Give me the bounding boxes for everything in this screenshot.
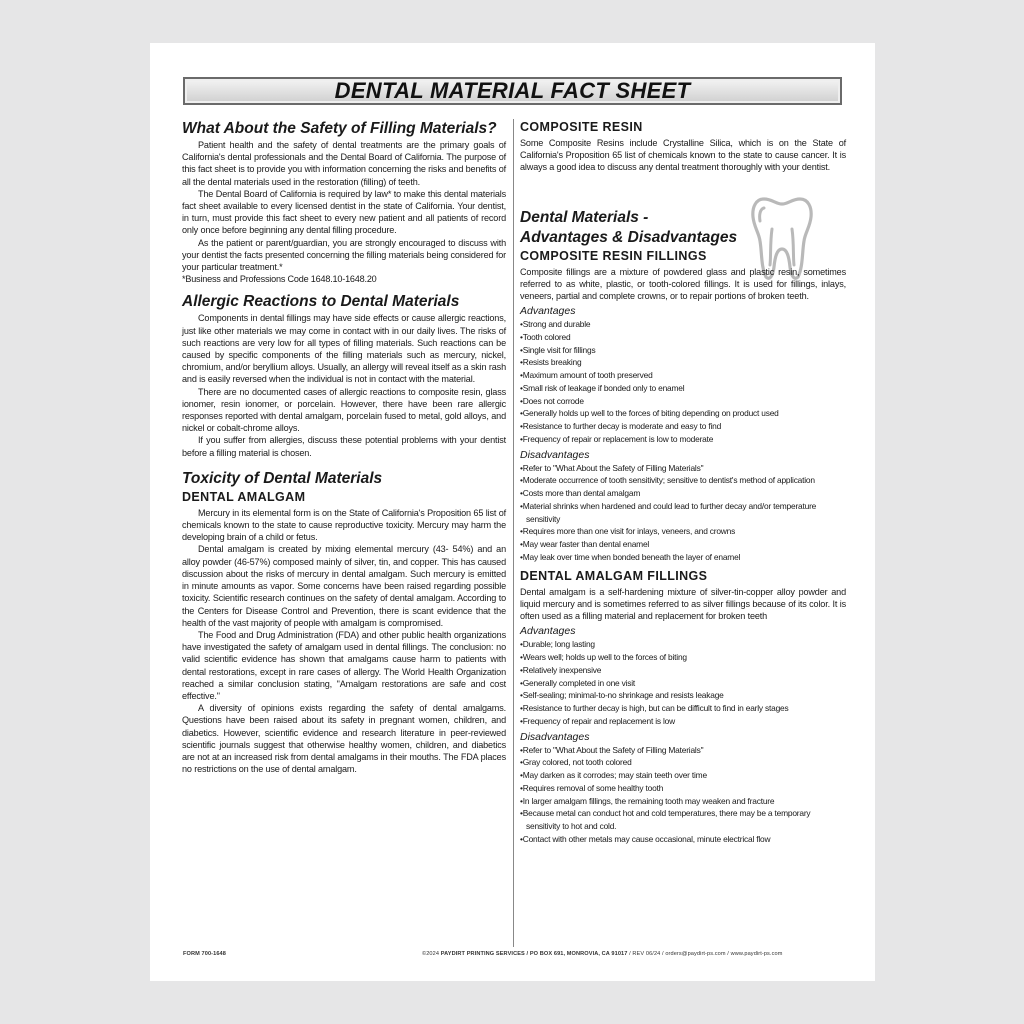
safety-heading: What About the Safety of Filling Materials? <box>182 120 497 137</box>
list-item: • Single visit for fillings <box>520 344 846 357</box>
list-item: • Resistance to further decay is moderate and easy to find <box>520 420 846 433</box>
toxicity-paragraph-3: The Food and Drug Administration (FDA) and other public health organizations have investigated the safety of amalgam used in dental fillings. The conclusion: no valid scientific evidence has shown that amalgams cause harm to patients with dental restorations, except in rare cases of allergy. The World Health Organization reached a similar conclusion stating, "Amalgam restorations are safe and cost effective." <box>182 629 506 701</box>
amalgam-disadvantages-list <box>520 744 846 846</box>
composite-disadvantages-label: Disadvantages <box>520 448 590 461</box>
toxicity-paragraph-4: A diversity of opinions exists regarding the safety of dental amalgams. Questions have been raised about its safety in pregnant women, children, and diabetics. However, scientific evidence and research literature in peer-reviewed scientific journals suggest that otherwise healthy women, children, and diabetics are not at an increased risk from dental amalgams in their mouths. The FDA places no restrictions on the use of dental amalgam. <box>182 703 506 775</box>
list-item: • Refer to "What About the Safety of Filling Materials" <box>520 744 846 757</box>
composite-fillings-description: Composite fillings are a mixture of powdered glass and plastic resin, sometimes referred to as white, plastic, or tooth-colored fillings. It is used for fillings, inlays, veneers, partial and complete crowns, or to repair portions of broken teeth. <box>520 266 846 302</box>
list-item: • Small risk of leakage if bonded only to enamel <box>520 382 846 395</box>
footer-company: PAYDIRT PRINTING SERVICES / PO BOX 691, MONROVIA, CA 91017 <box>440 951 628 957</box>
amalgam-fillings-heading: DENTAL AMALGAM FILLINGS <box>520 568 708 583</box>
toxicity-heading: Toxicity of Dental Materials <box>182 469 383 487</box>
composite-disadvantages-list <box>520 462 846 564</box>
list-item: • Strong and durable <box>520 318 846 331</box>
list-item: • Requires removal of some healthy tooth <box>520 782 846 795</box>
composite-fillings-heading: COMPOSITE RESIN FILLINGS <box>520 248 707 263</box>
safety-paragraph-2: The Dental Board of California is required by law* to make this dental materials fact sheet available to every licensed dentist in the state of California. Your dentist, in turn, must provide this fact sheet to every new patient and all patients of record only once before beginning any dental filling procedure. <box>182 188 506 236</box>
list-item: • Refer to "What About the Safety of Filling Materials" <box>520 462 846 475</box>
title-banner <box>183 77 842 105</box>
composite-advantages-label: Advantages <box>520 305 576 318</box>
list-item: • May wear faster than dental enamel <box>520 538 846 551</box>
footer-copyright: ©2024 <box>422 951 440 957</box>
dental-amalgam-heading: DENTAL AMALGAM <box>182 489 306 504</box>
amalgam-advantages-list <box>520 638 846 727</box>
list-item: • May leak over time when bonded beneath the layer of enamel <box>520 551 846 564</box>
amalgam-advantages-label: Advantages <box>520 625 576 638</box>
adv-disadv-heading-line-1: Dental Materials - <box>520 208 649 226</box>
allergic-paragraph-2: There are no documented cases of allergic reactions to composite resin, glass ionomer, resin ionomer, or porcelain. However, there have been rare allergic responses reported with dental amalgam, porcelain fused to metal, gold alloys, and nickel or cobalt-chrome alloys. <box>182 386 506 434</box>
safety-paragraph-3: As the patient or parent/guardian, you are strongly encouraged to discuss with your dentist the facts presented concerning the filling materials being considered for your particular treatment.* <box>182 237 506 273</box>
list-item: • Generally completed in one visit <box>520 677 846 690</box>
footer-contact: / REV 06/24 / orders@paydirt-ps.com / www.paydirt-ps.com <box>627 951 783 957</box>
adv-disadv-heading-line-2: Advantages & Disadvantages <box>520 228 738 246</box>
amalgam-disadvantages-label: Disadvantages <box>520 730 590 743</box>
list-item: • Resistance to further decay is high, but can be difficult to find in early stages <box>520 702 846 715</box>
list-item: • Frequency of repair or replacement is low to moderate <box>520 433 846 446</box>
list-item: • May darken as it corrodes; may stain teeth over time <box>520 769 846 782</box>
toxicity-paragraph-1: Mercury in its elemental form is on the State of California's Proposition 65 list of chemicals known to the state to cause reproductive toxicity. Mercury may harm the developing brain of a child or fetus. <box>182 507 506 543</box>
list-item: • Wears well; holds up well to the forces of biting <box>520 651 846 664</box>
composite-advantages-list <box>520 318 846 446</box>
list-item: • Resists breaking <box>520 356 846 369</box>
list-item: • Contact with other metals may cause occasional, minute electrical flow <box>520 833 846 846</box>
publisher-footer <box>422 951 782 957</box>
list-item: • Durable; long lasting <box>520 638 846 651</box>
list-item: • Requires more than one visit for inlays, veneers, and crowns <box>520 525 846 538</box>
composite-resin-paragraph: Some Composite Resins include Crystalline Silica, which is on the State of California's Proposition 65 list of chemicals known to the state to cause cancer. It is always a good idea to discuss any dental treatment thoroughly with your dentist. <box>520 138 846 173</box>
list-item: • Costs more than dental amalgam <box>520 487 846 500</box>
list-item: • Because metal can conduct hot and cold temperatures, there may be a temporary sensitivity to hot and cold. <box>520 807 846 833</box>
law-footnote: *Business and Professions Code 1648.10-1648.20 <box>182 274 377 285</box>
page-title: DENTAL MATERIAL FACT SHEET <box>334 78 691 103</box>
allergic-paragraph-1: Components in dental fillings may have side effects or cause allergic reactions, just like other materials we may come in contact with in our daily lives. The risks of such reactions are very low for all types of filling materials. Such reactions can be caused by specific components of the filling materials such as mercury, nickel, chromium, and/or beryllium alloys. Usually, an allergy will reveal itself as a skin rash and is easily reversed when the individual is not in contact with the material. <box>182 313 506 385</box>
list-item: • Moderate occurrence of tooth sensitivity; sensitive to dentist's method of application <box>520 474 846 487</box>
list-item: • Relatively inexpensive <box>520 664 846 677</box>
list-item: • Generally holds up well to the forces of biting depending on product used <box>520 407 846 420</box>
list-item: • Maximum amount of tooth preserved <box>520 369 846 382</box>
safety-paragraph-1: Patient health and the safety of dental treatments are the primary goals of California's dental professionals and the Dental Board of California. The purpose of this fact sheet is to provide you with information concerning the risks and benefits of all the dental materials used in the restoration (filling) of teeth. <box>182 140 506 187</box>
toxicity-paragraph-2: Dental amalgam is created by mixing elemental mercury (43- 54%) and an alloy powder (46-57%) composed mainly of silver, tin, and copper. This has caused discussion about the risks of mercury in dental amalgam. Such mercury is emitted in minute amounts as vapor. Some concerns have been raised regarding possible toxicity. Scientific research continues on the safety of dental amalgam. According to the Centers for Disease Control and Prevention, there is scant evidence that the health of the vast majority of people with amalgam is compromised. <box>182 544 506 628</box>
allergic-paragraph-3: If you suffer from allergies, discuss these potential problems with your dentist before a filling material is chosen. <box>182 435 506 458</box>
list-item: • Does not corrode <box>520 395 846 408</box>
list-item: • Tooth colored <box>520 331 846 344</box>
list-item: • Frequency of repair and replacement is low <box>520 715 846 728</box>
form-number: FORM 700-1648 <box>183 951 226 957</box>
list-item: • Material shrinks when hardened and could lead to further decay and/or temperature sensitivity <box>520 500 846 526</box>
list-item: • Gray colored, not tooth colored <box>520 756 846 769</box>
list-item: • In larger amalgam fillings, the remaining tooth may weaken and fracture <box>520 795 846 808</box>
left-column <box>182 119 506 775</box>
amalgam-fillings-description: Dental amalgam is a self-hardening mixture of silver-tin-copper alloy powder and liquid mercury and is sometimes referred to as silver fillings because of its color. It is often used as a filling material and replacement for broken teeth <box>520 586 846 622</box>
allergic-heading: Allergic Reactions to Dental Materials <box>182 293 460 311</box>
column-divider <box>513 119 514 947</box>
right-column <box>520 119 846 846</box>
list-item: • Self-sealing; minimal-to-no shrinkage and resists leakage <box>520 689 846 702</box>
composite-resin-heading: COMPOSITE RESIN <box>520 120 643 134</box>
